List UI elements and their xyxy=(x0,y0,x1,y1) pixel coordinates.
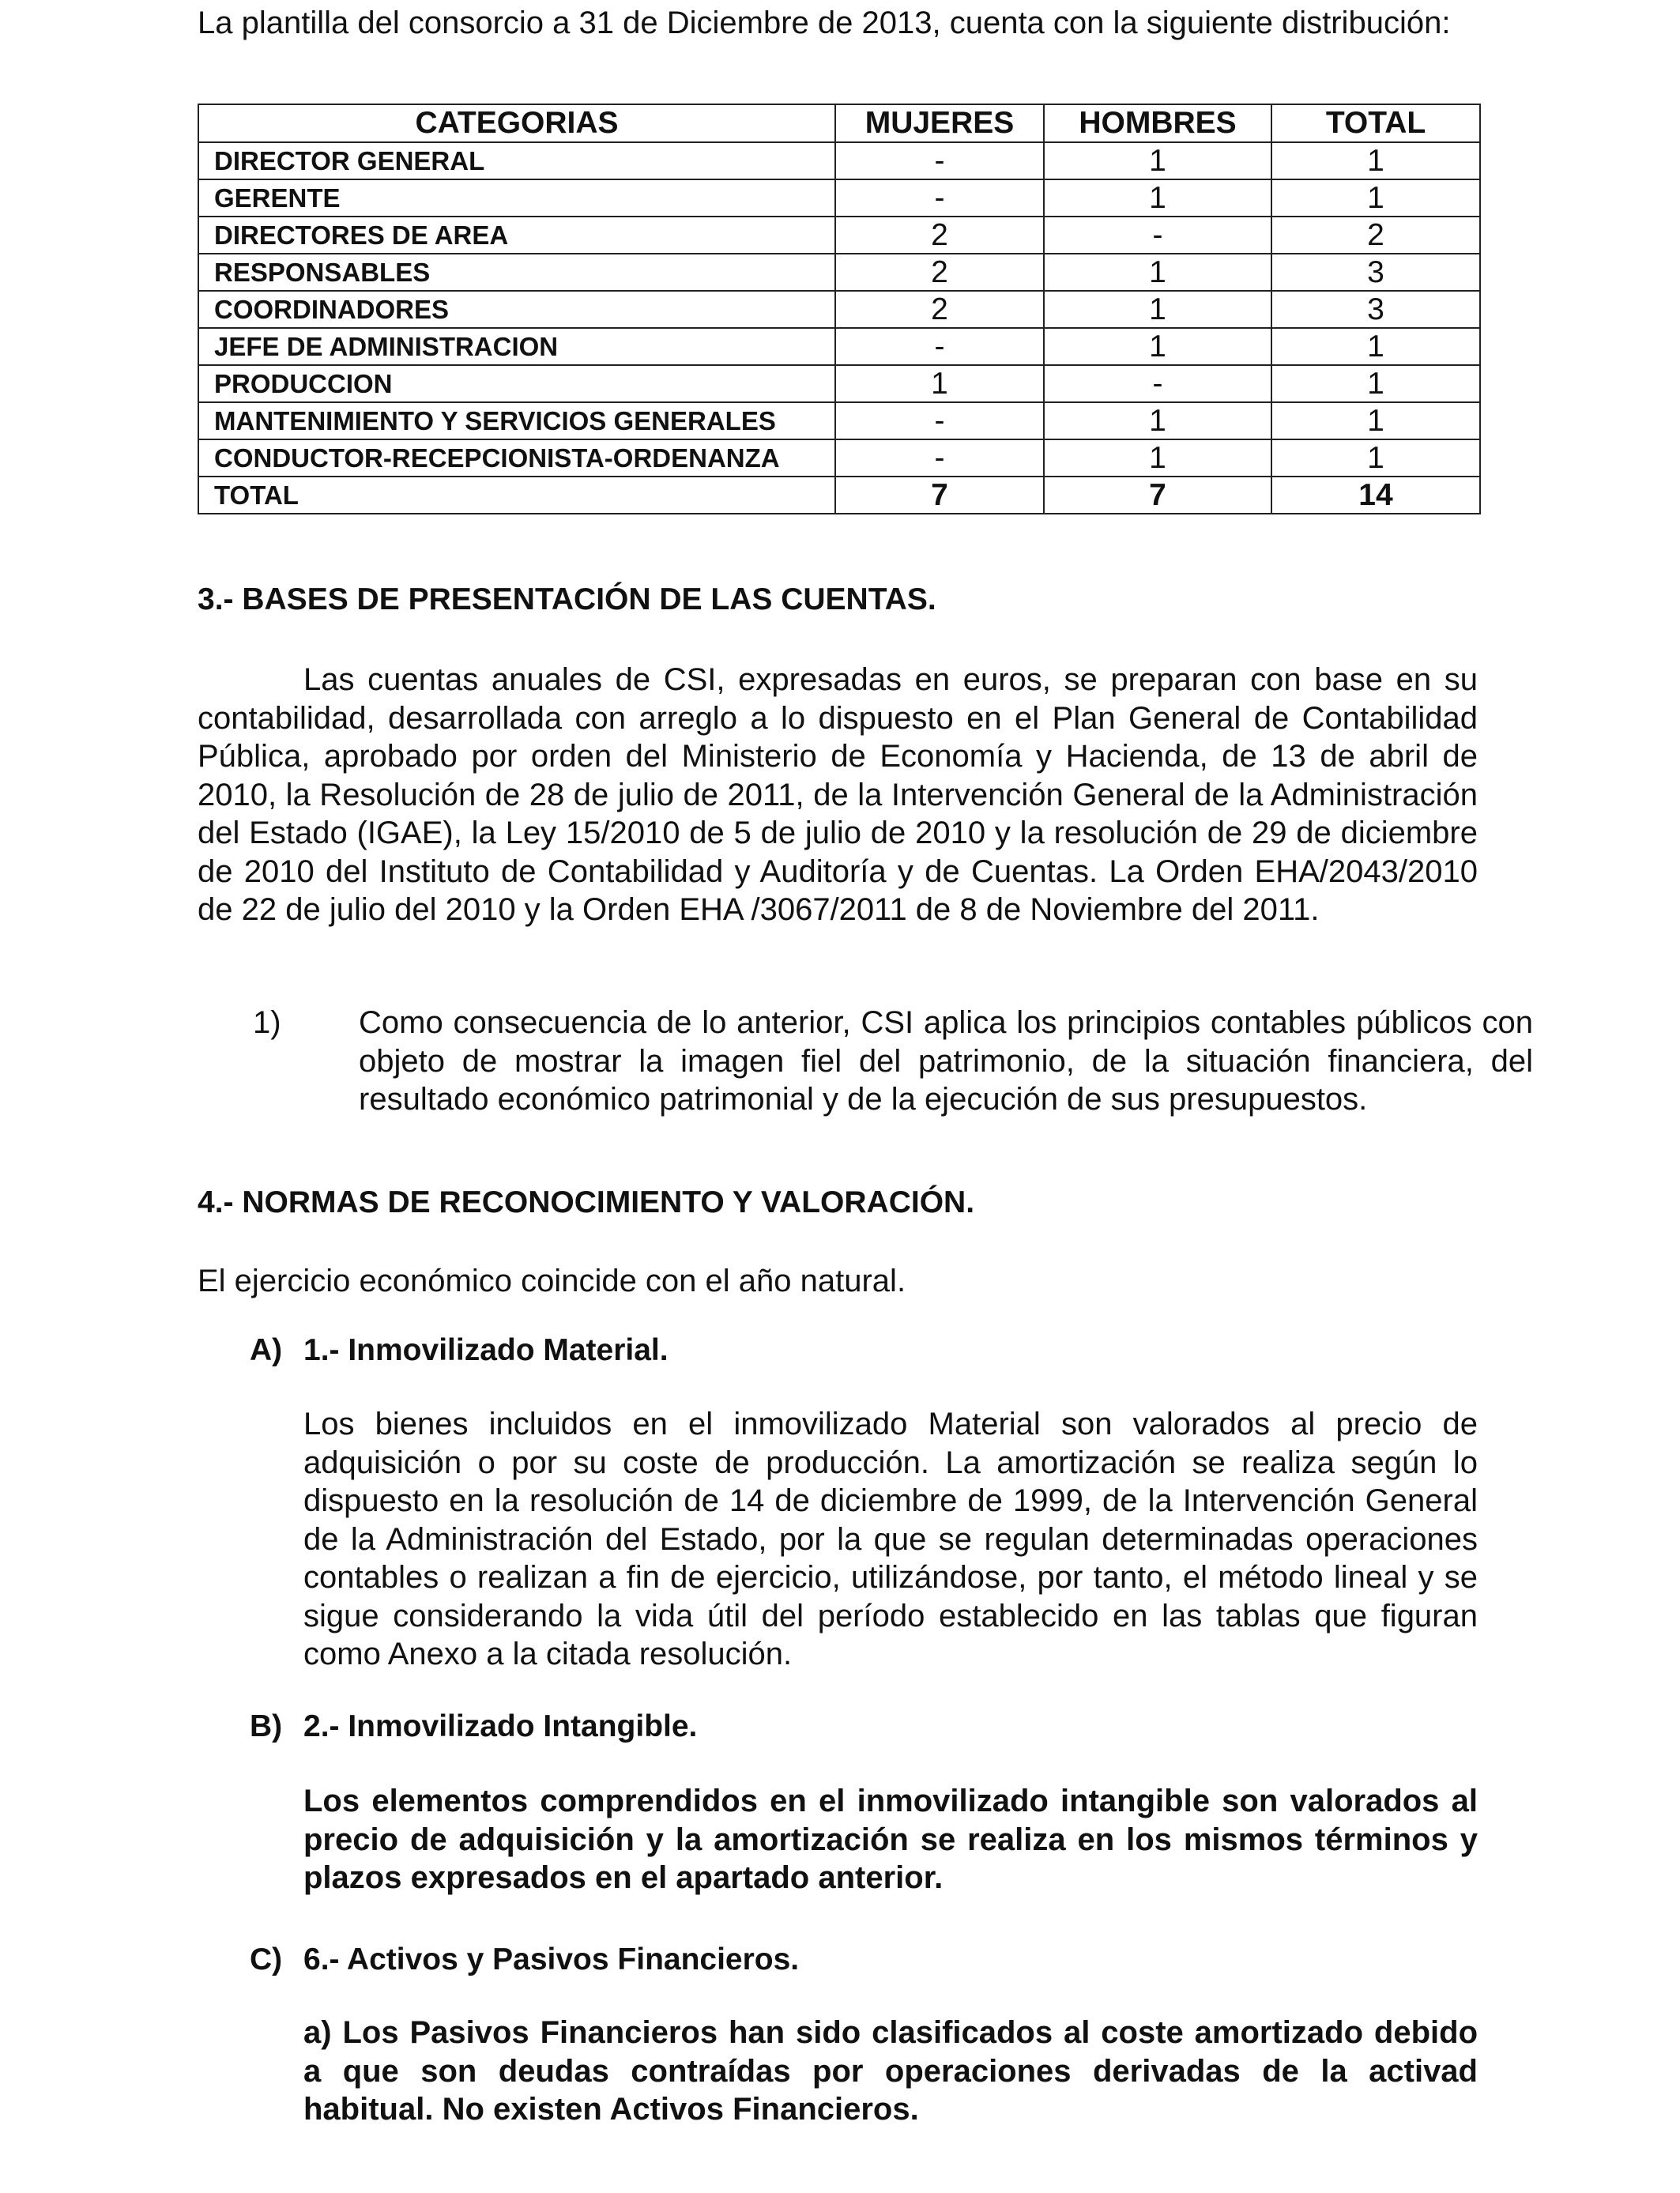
cell-hombres: 1 xyxy=(1044,328,1271,365)
subsection-b-title: 2.- Inmovilizado Intangible. xyxy=(303,1709,698,1743)
cell-category: RESPONSABLES xyxy=(198,254,835,291)
section-3-paragraph: Las cuentas anuales de CSI, expresadas en euros, se preparan con base en su contabilidad, desarrollada con arreglo a lo dispuesto en el Plan General de Contabilidad Pública, aprobado por orden del Ministerio de Economía y Hacienda, de 13 de abril de 2010, la Resolución de 28 de julio de 2011, de la Intervención General de la Administración del Estado (IGAE), la Ley 15/2010 de 5 de julio de 2010 y la resolución de 29 de diciembre de 2010 del Instituto de Contabilidad y Auditoría y de Cuentas. La Orden EHA/2043/2010 de 22 de julio del 2010 y la Orden EHA /3067/2011 de 8 de Noviembre del 2011. xyxy=(198,662,1478,927)
cell-hombres: 1 xyxy=(1044,402,1271,439)
cell-total: 1 xyxy=(1271,179,1480,217)
cell-category: DIRECTOR GENERAL xyxy=(198,142,835,179)
header-total: TOTAL xyxy=(1271,104,1480,142)
cell-total: 1 xyxy=(1271,328,1480,365)
table-row xyxy=(198,365,1480,402)
table-row xyxy=(198,328,1480,365)
cell-category: PRODUCCION xyxy=(198,365,835,402)
cell-category: CONDUCTOR-RECEPCIONISTA-ORDENANZA xyxy=(198,439,835,477)
section-4-heading: 4.- NORMAS DE RECONOCIMIENTO Y VALORACIÓN. xyxy=(198,1185,975,1219)
subsection-a-text: Los bienes incluidos en el inmovilizado Material son valorados al precio de adquisición o por su coste de producción. La amortización se realiza según lo dispuesto en la resolución de 14 de diciembre de 1999, de la Intervención General de la Administración del Estado, por la que se regulan determinadas operaciones contables o realizan a fin de ejercicio, utilizándose, por tanto, el método lineal y se sigue considerando la vida útil del período establecido en las tablas que figuran como Anexo a la citada resolución. xyxy=(303,1407,1478,1671)
subsection-c-heading xyxy=(250,1942,799,1977)
cell-total: 1 xyxy=(1271,142,1480,179)
table-header-row xyxy=(198,104,1480,142)
subsection-b-letter: B) xyxy=(250,1709,283,1743)
table-total-row xyxy=(198,477,1480,514)
subsection-c-title: 6.- Activos y Pasivos Financieros. xyxy=(303,1942,800,1976)
cell-hombres: 1 xyxy=(1044,142,1271,179)
cell-total: 3 xyxy=(1271,291,1480,328)
cell-mujeres: 2 xyxy=(835,291,1044,328)
cell-mujeres: 2 xyxy=(835,217,1044,254)
list-item-number: 1) xyxy=(253,1005,281,1040)
cell-total-mujeres: 7 xyxy=(835,477,1044,514)
header-categorias: CATEGORIAS xyxy=(198,104,835,142)
subsection-b-heading xyxy=(250,1709,697,1744)
cell-hombres: - xyxy=(1044,365,1271,402)
cell-hombres: - xyxy=(1044,217,1271,254)
cell-mujeres: - xyxy=(835,402,1044,439)
cell-total: 1 xyxy=(1271,365,1480,402)
header-hombres: HOMBRES xyxy=(1044,104,1271,142)
cell-category: JEFE DE ADMINISTRACION xyxy=(198,328,835,365)
table-row xyxy=(198,402,1480,439)
cell-category: DIRECTORES DE AREA xyxy=(198,217,835,254)
staff-distribution-table xyxy=(198,104,1481,514)
subsection-b-text: Los elementos comprendidos en el inmovilizado intangible son valorados al precio de adquisición y la amortización se realiza en los mismos términos y plazos expresados en el apartado anterior. xyxy=(303,1784,1478,1895)
table-row xyxy=(198,179,1480,217)
intro-paragraph: La plantilla del consorcio a 31 de Diciembre de 2013, cuenta con la siguiente distribución: xyxy=(198,6,1451,40)
section-3-list-item xyxy=(253,1004,1533,1122)
cell-category: COORDINADORES xyxy=(198,291,835,328)
list-item-text: Como consecuencia de lo anterior, CSI aplica los principios contables públicos con objeto de mostrar la imagen fiel del patrimonio, de la situación financiera, del resultado económico patrimonial y de la ejecución de sus presupuestos. xyxy=(359,1005,1533,1117)
cell-total: 3 xyxy=(1271,254,1480,291)
section-3-heading: 3.- BASES DE PRESENTACIÓN DE LAS CUENTAS. xyxy=(198,582,936,616)
table-row xyxy=(198,217,1480,254)
cell-hombres: 1 xyxy=(1044,179,1271,217)
subsection-a-title: 1.- Inmovilizado Material. xyxy=(303,1333,669,1367)
table-row xyxy=(198,439,1480,477)
subsection-a-heading xyxy=(250,1333,669,1368)
cell-mujeres: - xyxy=(835,142,1044,179)
table-row xyxy=(198,291,1480,328)
cell-hombres: 1 xyxy=(1044,254,1271,291)
cell-category: GERENTE xyxy=(198,179,835,217)
cell-mujeres: - xyxy=(835,179,1044,217)
cell-mujeres: 2 xyxy=(835,254,1044,291)
cell-hombres: 1 xyxy=(1044,291,1271,328)
subsection-c-text: a) Los Pasivos Financieros han sido clasificados al coste amortizado debido a que son deudas contraídas por operaciones derivadas de la activad habitual. No existen Activos Financieros. xyxy=(303,2015,1478,2127)
section-4-intro: El ejercicio económico coincide con el año natural. xyxy=(198,1264,906,1298)
cell-total-hombres: 7 xyxy=(1044,477,1271,514)
subsection-c-letter: C) xyxy=(250,1942,283,1976)
cell-total-total: 14 xyxy=(1271,477,1480,514)
cell-mujeres: 1 xyxy=(835,365,1044,402)
cell-total: 1 xyxy=(1271,439,1480,477)
cell-total: 2 xyxy=(1271,217,1480,254)
subsection-a-letter: A) xyxy=(250,1333,283,1367)
cell-mujeres: - xyxy=(835,328,1044,365)
cell-total-label: TOTAL xyxy=(198,477,835,514)
cell-category: MANTENIMIENTO Y SERVICIOS GENERALES xyxy=(198,402,835,439)
cell-hombres: 1 xyxy=(1044,439,1271,477)
header-mujeres: MUJERES xyxy=(835,104,1044,142)
table-row xyxy=(198,142,1480,179)
cell-total: 1 xyxy=(1271,402,1480,439)
cell-mujeres: - xyxy=(835,439,1044,477)
table-row xyxy=(198,254,1480,291)
